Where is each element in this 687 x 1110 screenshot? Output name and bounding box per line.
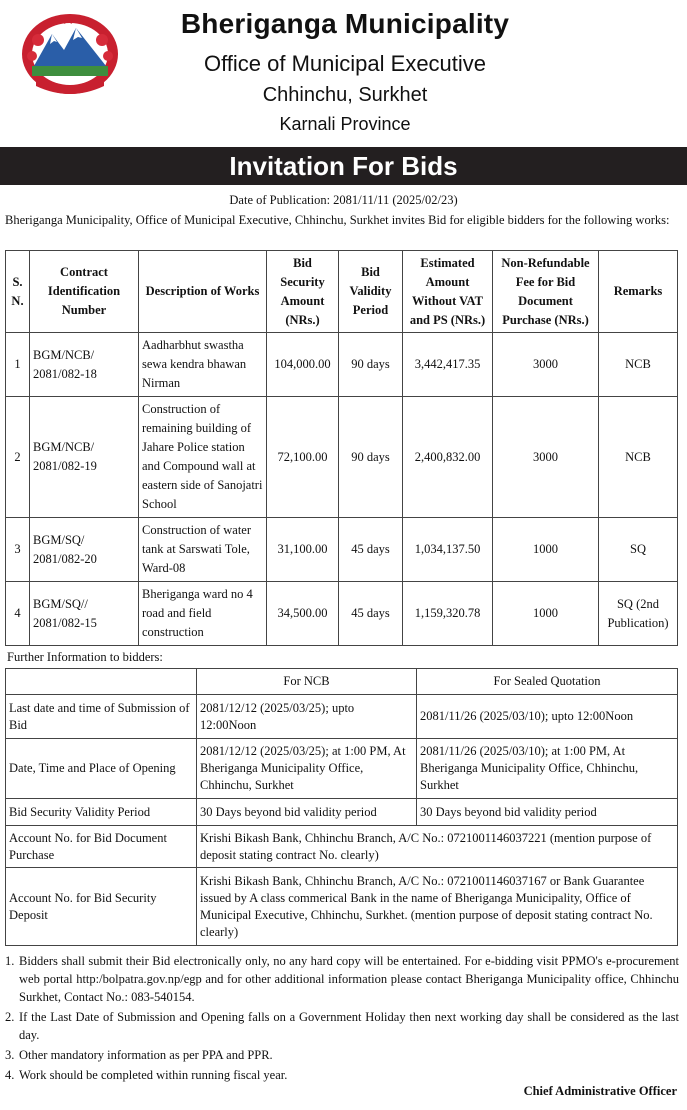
info-label: Last date and time of Submission of Bid <box>6 695 197 739</box>
cell-estimated-amount: 2,400,832.00 <box>403 397 493 518</box>
info-row-submission <box>6 695 678 739</box>
cell-sn: 3 <box>6 518 30 582</box>
cell-fee: 1000 <box>493 518 599 582</box>
cell-description: Construction of water tank at Sarswati Tole, Ward-08 <box>139 518 267 582</box>
cell-remarks: SQ <box>599 518 678 582</box>
cell-validity: 45 days <box>339 518 403 582</box>
list-item <box>5 1066 679 1084</box>
cell-estimated-amount: 1,159,320.78 <box>403 582 493 646</box>
cell-sn: 2 <box>6 397 30 518</box>
bids-table <box>5 250 678 646</box>
cell-bid-security: 34,500.00 <box>267 582 339 646</box>
intro-paragraph: Bheriganga Municipality, Office of Municipal Executive, Chhinchu, Surkhet invites Bid for eligible bidders for the following works: <box>5 213 670 227</box>
info-row-opening <box>6 739 678 799</box>
cell-contract-id: BGM/NCB/ 2081/082-18 <box>30 333 139 397</box>
cell-description: Bheriganga ward no 4 road and field construction <box>139 582 267 646</box>
info-sq-value: 30 Days beyond bid validity period <box>417 799 678 826</box>
notes-list <box>5 952 679 1086</box>
publication-date: Date of Publication: 2081/11/11 (2025/02/23) <box>229 193 458 207</box>
cell-validity: 90 days <box>339 397 403 518</box>
municipality-title: Bheriganga Municipality <box>180 8 510 39</box>
note-text: If the Last Date of Submission and Opening falls on a Government Holiday then next working day shall be considered as the last day. <box>19 1010 679 1042</box>
cell-fee: 3000 <box>493 397 599 518</box>
cell-remarks: SQ (2nd Publication) <box>599 582 678 646</box>
province-name: Karnali Province <box>279 114 411 134</box>
cell-sn: 4 <box>6 582 30 646</box>
office-name: Office of Municipal Executive <box>203 51 487 76</box>
info-row-doc-purchase <box>6 826 678 868</box>
info-col-sq: For Sealed Quotation <box>417 669 678 695</box>
note-number: 2. <box>5 1010 15 1024</box>
note-number: 4. <box>5 1068 15 1082</box>
cell-estimated-amount: 3,442,417.35 <box>403 333 493 397</box>
header-cell: Bid Security Amount (NRs.) <box>267 251 339 333</box>
cell-bid-security: 31,100.00 <box>267 518 339 582</box>
info-account-value: Krishi Bikash Bank, Chhinchu Branch, A/C No.: 0721001146037221 (mention purpose of deposit stating contract No. clearly) <box>197 826 678 868</box>
info-sq-value: 2081/11/26 (2025/03/10); upto 12:00Noon <box>417 695 678 739</box>
cell-bid-security: 104,000.00 <box>267 333 339 397</box>
list-item <box>5 952 679 1006</box>
header-cell: Non-Refundable Fee for Bid Document Purchase (NRs.) <box>493 251 599 333</box>
table-row <box>6 397 678 518</box>
info-row-validity <box>6 799 678 826</box>
note-text: Bidders shall submit their Bid electronically only, no any hard copy will be entertained. For e-bidding visit PPMO's e-procurement web portal http:/bolpatra.gov.np/egp and for other additional information please contact Bheriganga Municipality office, Chhinchu Surkhet, Contact No.: 083-540154. <box>19 954 679 1004</box>
cell-description: Construction of remaining building of Jahare Police station and Compound wall at eastern side of Sanojatri School <box>139 397 267 518</box>
note-text: Work should be completed within running fiscal year. <box>19 1068 288 1082</box>
info-account-value: Krishi Bikash Bank, Chhinchu Branch, A/C No.: 0721001146037167 or Bank Guarantee issued by A class commerical Bank in the name of Bheriganga Municipality, Office of Municipal Executive, Chhinchu, Surkhet. (mention purpose of deposit stating contract No. clearly) <box>197 868 678 946</box>
note-number: 1. <box>5 954 15 968</box>
table-row <box>6 333 678 397</box>
note-number: 3. <box>5 1048 15 1062</box>
info-blank-cell <box>6 669 197 695</box>
info-row-security-deposit <box>6 868 678 946</box>
municipality-emblem-logo <box>18 10 122 98</box>
info-label: Account No. for Bid Security Deposit <box>6 868 197 946</box>
cell-validity: 45 days <box>339 582 403 646</box>
info-ncb-value: 2081/12/12 (2025/03/25); at 1:00 PM, At Bheriganga Municipality Office, Chhinchu, Surkhet <box>197 739 417 799</box>
table-row <box>6 582 678 646</box>
info-label: Bid Security Validity Period <box>6 799 197 826</box>
further-info-label: Further Information to bidders: <box>7 650 163 664</box>
cell-contract-id: BGM/NCB/ 2081/082-19 <box>30 397 139 518</box>
header-cell: S. N. <box>6 251 30 333</box>
cell-bid-security: 72,100.00 <box>267 397 339 518</box>
header-cell: Description of Works <box>139 251 267 333</box>
cell-estimated-amount: 1,034,137.50 <box>403 518 493 582</box>
cell-fee: 1000 <box>493 582 599 646</box>
cell-sn: 1 <box>6 333 30 397</box>
list-item <box>5 1008 679 1044</box>
header-cell: Contract Identification Number <box>30 251 139 333</box>
info-sq-value: 2081/11/26 (2025/03/10); at 1:00 PM, At Bheriganga Municipality Office, Chhinchu, Surkhet <box>417 739 678 799</box>
info-ncb-value: 30 Days beyond bid validity period <box>197 799 417 826</box>
table-row <box>6 518 678 582</box>
info-label: Account No. for Bid Document Purchase <box>6 826 197 868</box>
header-cell: Remarks <box>599 251 678 333</box>
signature-title: Chief Administrative Officer <box>523 1084 677 1098</box>
info-label: Date, Time and Place of Opening <box>6 739 197 799</box>
cell-remarks: NCB <box>599 333 678 397</box>
cell-contract-id: BGM/SQ/ 2081/082-20 <box>30 518 139 582</box>
cell-validity: 90 days <box>339 333 403 397</box>
info-header-row <box>6 669 678 695</box>
invitation-banner: Invitation For Bids <box>0 147 687 185</box>
further-info-table <box>5 668 678 946</box>
list-item <box>5 1046 679 1064</box>
cell-fee: 3000 <box>493 333 599 397</box>
cell-remarks: NCB <box>599 397 678 518</box>
header-cell: Estimated Amount Without VAT and PS (NRs.) <box>403 251 493 333</box>
cell-contract-id: BGM/SQ// 2081/082-15 <box>30 582 139 646</box>
info-ncb-value: 2081/12/12 (2025/03/25); upto 12:00Noon <box>197 695 417 739</box>
info-col-ncb: For NCB <box>197 669 417 695</box>
bids-header-row <box>6 251 678 333</box>
note-text: Other mandatory information as per PPA and PPR. <box>19 1048 273 1062</box>
office-location: Chhinchu, Surkhet <box>262 84 428 106</box>
cell-description: Aadharbhut swastha sewa kendra bhawan Nirman <box>139 333 267 397</box>
header-cell: Bid Validity Period <box>339 251 403 333</box>
